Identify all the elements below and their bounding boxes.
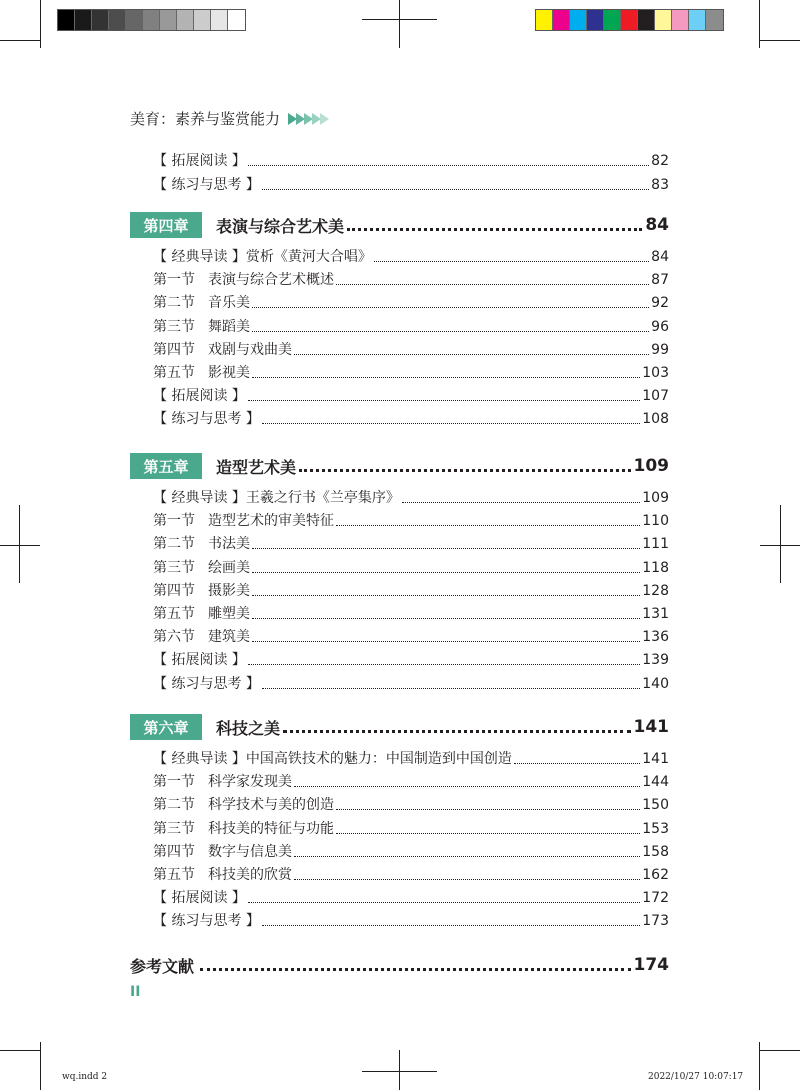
- slug-timestamp: 2022/10/27 10:07:17: [648, 1072, 744, 1082]
- toc-page-number: 118: [642, 559, 669, 576]
- toc-entry-label: 【 经典导读 】王羲之行书《兰亭集序》: [153, 490, 400, 506]
- toc-entry-label: 绘画美: [208, 559, 250, 576]
- dot-leader: [252, 618, 640, 619]
- toc-entry-title: [153, 364, 250, 382]
- toc-entry[interactable]: [153, 148, 669, 170]
- crop-mark: [362, 1071, 437, 1072]
- references-title: 参考文献: [130, 956, 195, 976]
- toc-entry[interactable]: [153, 908, 669, 930]
- dot-leader: [252, 307, 649, 308]
- arrow-icon: [288, 113, 328, 125]
- dot-leader: [252, 331, 649, 332]
- crop-mark: [40, 0, 41, 48]
- toc-entry[interactable]: [153, 508, 669, 530]
- color-swatch: [621, 10, 638, 30]
- toc-entry[interactable]: [153, 816, 669, 838]
- page-folio: II: [130, 984, 141, 1000]
- dot-leader: [514, 763, 640, 764]
- toc-entry-label: 戏剧与戏曲美: [208, 341, 292, 358]
- toc-entry-title: [153, 582, 250, 600]
- toc-entry[interactable]: [153, 555, 669, 577]
- toc-entry-title: [153, 773, 292, 791]
- dot-leader: [262, 688, 640, 689]
- dot-leader: [248, 902, 640, 903]
- dot-leader: [252, 641, 640, 642]
- toc-entry-label: 【 练习与思考 】: [153, 913, 260, 930]
- toc-page-number: 136: [642, 629, 669, 646]
- toc-entry-label: 舞蹈美: [208, 318, 250, 335]
- toc-entry[interactable]: [153, 839, 669, 861]
- color-swatch: [672, 10, 689, 30]
- toc-page-number: 108: [642, 411, 669, 428]
- toc-entry[interactable]: [153, 792, 669, 814]
- color-swatch: [109, 10, 126, 30]
- toc-page-number: 150: [642, 797, 669, 814]
- dot-leader: [336, 525, 640, 526]
- toc-section-number: 第四节: [153, 341, 195, 358]
- toc-entry-title: [153, 410, 260, 428]
- toc-entry[interactable]: [153, 671, 669, 693]
- chapter-heading[interactable]: [130, 714, 669, 740]
- toc-page-number: 131: [642, 606, 669, 622]
- toc-entry-label: 【 练习与思考 】: [153, 176, 260, 193]
- color-bar: [535, 9, 724, 31]
- references-page: 174: [633, 955, 669, 975]
- color-swatch: [58, 10, 75, 30]
- toc-entry-label: 建筑美: [208, 629, 250, 646]
- chapter-badge: 第五章: [130, 453, 202, 479]
- chapter-page-number: 109: [633, 456, 669, 476]
- crop-mark: [780, 505, 781, 583]
- toc-section-number: 第四节: [153, 582, 195, 599]
- toc-entry-label: 表演与综合艺术概述: [208, 272, 334, 289]
- toc-entry-title: [153, 796, 334, 814]
- toc-entry-label: 【 拓展阅读 】: [153, 388, 246, 405]
- toc-page-number: 92: [651, 295, 669, 312]
- crop-mark: [399, 0, 400, 48]
- crop-mark: [0, 545, 40, 546]
- toc-section-number: 第五节: [153, 606, 195, 622]
- color-swatch: [553, 10, 570, 30]
- toc-entry-title: [153, 843, 292, 861]
- toc-page-number: 172: [642, 890, 669, 907]
- toc-entry[interactable]: [153, 337, 669, 359]
- toc-entry-title: [153, 341, 292, 359]
- toc-entry-title: [153, 605, 250, 623]
- toc-section-number: 第二节: [153, 295, 195, 312]
- dot-leader: [294, 879, 640, 880]
- color-swatch: [638, 10, 655, 30]
- toc-entry[interactable]: [153, 406, 669, 428]
- toc-entry-label: 影视美: [208, 365, 250, 381]
- toc-entry-label: 【 练习与思考 】: [153, 411, 260, 428]
- crop-mark: [760, 545, 800, 546]
- toc-entry-label: 科技美的欣赏: [208, 867, 292, 883]
- toc-page-number: 140: [642, 675, 669, 692]
- color-swatch: [228, 10, 245, 30]
- dot-leader: [262, 925, 640, 926]
- toc-entry[interactable]: [153, 601, 669, 623]
- toc-page-number: 103: [642, 365, 669, 381]
- toc-entry-title: [153, 866, 292, 884]
- dot-leader: [252, 377, 640, 378]
- toc-entry[interactable]: [153, 531, 669, 553]
- slug-file: wq.indd 2: [62, 1072, 108, 1082]
- dot-leader: [299, 469, 630, 472]
- dot-leader: [294, 354, 649, 355]
- dot-leader: [402, 502, 640, 503]
- dot-leader: [336, 809, 640, 810]
- toc-page-number: 107: [642, 388, 669, 405]
- toc-entry[interactable]: [153, 290, 669, 312]
- crop-mark: [399, 1050, 400, 1090]
- dot-leader: [336, 284, 649, 285]
- toc-entry-label: 书法美: [208, 536, 250, 553]
- toc-entry[interactable]: [153, 862, 669, 884]
- toc-entry-title: [153, 318, 250, 336]
- dot-leader: [248, 400, 640, 401]
- dot-leader: [294, 786, 640, 787]
- toc-section-number: 第五节: [153, 365, 195, 381]
- toc-page-number: 139: [642, 652, 669, 669]
- dot-leader: [200, 968, 630, 971]
- toc-entry-title: [153, 271, 334, 289]
- color-swatch: [75, 10, 92, 30]
- color-swatch: [587, 10, 604, 30]
- toc-page-number: 162: [642, 867, 669, 883]
- toc-page-number: 83: [651, 176, 669, 193]
- toc-entry-label: 摄影美: [208, 582, 250, 599]
- chapter-heading[interactable]: [130, 453, 669, 479]
- chapter-title: 科技之美: [216, 718, 281, 738]
- toc-entry-title: [153, 512, 334, 530]
- running-head-text: 美育：素养与鉴赏能力: [130, 110, 281, 128]
- toc-entry[interactable]: [153, 267, 669, 289]
- toc-entry[interactable]: [153, 172, 669, 194]
- toc-page-number: 109: [642, 490, 669, 506]
- crop-mark: [19, 505, 20, 583]
- toc-page-number: 141: [642, 751, 669, 767]
- toc-page-number: 82: [651, 153, 669, 169]
- toc-entry[interactable]: [153, 360, 669, 382]
- toc-entry[interactable]: [153, 746, 669, 768]
- toc-entry-title: [153, 176, 260, 194]
- crop-mark: [0, 40, 40, 41]
- color-swatch: [706, 10, 723, 30]
- toc-entry-title: [153, 294, 250, 312]
- toc-page-number: 96: [651, 318, 669, 335]
- toc-entry-title: [153, 820, 334, 838]
- grayscale-bar: [57, 9, 246, 31]
- toc-page-number: 173: [642, 913, 669, 930]
- toc-section-number: 第三节: [153, 318, 195, 335]
- crop-mark: [759, 1050, 800, 1051]
- toc-entry-label: 音乐美: [208, 295, 250, 312]
- toc-entry[interactable]: [153, 578, 669, 600]
- crop-mark: [40, 1042, 41, 1090]
- crop-mark: [362, 19, 437, 20]
- toc-entry[interactable]: [153, 485, 669, 507]
- color-swatch: [177, 10, 194, 30]
- dot-leader: [294, 856, 640, 857]
- toc-entry-title: [153, 387, 246, 405]
- chapter-title: 造型艺术美: [216, 457, 297, 477]
- toc-entry-label: 科学家发现美: [208, 774, 292, 791]
- toc-page-number: 99: [651, 341, 669, 358]
- dot-leader: [252, 572, 640, 573]
- chapter-title: 表演与综合艺术美: [216, 216, 345, 236]
- toc-page-number: 128: [642, 582, 669, 599]
- color-swatch: [160, 10, 177, 30]
- toc-entry-label: 数字与信息美: [208, 843, 292, 860]
- chapter-badge: 第六章: [130, 714, 202, 740]
- toc-entry-label: 【 练习与思考 】: [153, 675, 260, 692]
- toc-section-number: 第一节: [153, 272, 195, 289]
- toc-page-number: 111: [642, 536, 669, 553]
- chapter-page-number: 84: [645, 215, 669, 235]
- toc-page-number: 153: [642, 820, 669, 837]
- toc-entry[interactable]: [153, 244, 669, 266]
- color-swatch: [211, 10, 228, 30]
- toc-section-number: 第一节: [153, 774, 195, 791]
- crop-mark: [0, 1050, 40, 1051]
- toc-entry-title: [153, 248, 372, 266]
- toc-entry-label: 造型艺术的审美特征: [208, 513, 334, 530]
- toc-entry[interactable]: [153, 769, 669, 791]
- toc-page-number: 110: [642, 513, 669, 530]
- toc-entry-label: 科技美的特征与功能: [208, 820, 334, 837]
- toc-entry-title: [153, 489, 400, 507]
- toc-entry-title: [153, 675, 260, 693]
- toc-section-number: 第五节: [153, 867, 195, 883]
- color-swatch: [92, 10, 109, 30]
- toc-page-number: 84: [651, 249, 669, 265]
- toc-entry-title: [153, 889, 246, 907]
- toc-entry-label: 雕塑美: [208, 606, 250, 622]
- toc-entry-label: 【 拓展阅读 】: [153, 153, 246, 169]
- toc-section-number: 第六节: [153, 629, 195, 646]
- toc-entry-title: [153, 535, 250, 553]
- dot-leader: [248, 165, 649, 166]
- toc-section-number: 第三节: [153, 820, 195, 837]
- toc-page-number: 144: [642, 774, 669, 791]
- color-swatch: [604, 10, 621, 30]
- toc-section-number: 第一节: [153, 513, 195, 530]
- references-entry[interactable]: [130, 953, 669, 977]
- toc-section-number: 第四节: [153, 843, 195, 860]
- chapter-heading[interactable]: [130, 212, 669, 238]
- dot-leader: [252, 548, 640, 549]
- color-swatch: [143, 10, 160, 30]
- toc-entry-title: [153, 628, 250, 646]
- dot-leader: [347, 228, 642, 231]
- toc-page-number: 158: [642, 843, 669, 860]
- toc-section-number: 第三节: [153, 559, 195, 576]
- toc-entry-label: 【 拓展阅读 】: [153, 890, 246, 907]
- toc-entry[interactable]: [153, 885, 669, 907]
- chapter-badge: 第四章: [130, 212, 202, 238]
- toc-entry-title: [153, 152, 246, 170]
- color-swatch: [570, 10, 587, 30]
- running-head: [130, 108, 328, 129]
- toc-entry[interactable]: [153, 647, 669, 669]
- dot-leader: [283, 730, 630, 733]
- dot-leader: [374, 261, 649, 262]
- dot-leader: [262, 189, 649, 190]
- dot-leader: [262, 423, 640, 424]
- color-swatch: [126, 10, 143, 30]
- toc-entry-label: 【 经典导读 】中国高铁技术的魅力：中国制造到中国创造: [153, 751, 512, 767]
- toc-page-number: 87: [651, 272, 669, 289]
- color-swatch: [194, 10, 211, 30]
- chapter-page-number: 141: [633, 717, 669, 737]
- color-swatch: [536, 10, 553, 30]
- toc-entry[interactable]: [153, 624, 669, 646]
- color-swatch: [655, 10, 672, 30]
- toc-entry[interactable]: [153, 314, 669, 336]
- dot-leader: [336, 833, 640, 834]
- toc-entry[interactable]: [153, 383, 669, 405]
- toc-section-number: 第二节: [153, 536, 195, 553]
- toc-entry-title: [153, 912, 260, 930]
- dot-leader: [252, 595, 640, 596]
- toc-entry-title: [153, 651, 246, 669]
- color-swatch: [689, 10, 706, 30]
- toc-entry-label: 【 拓展阅读 】: [153, 652, 246, 669]
- toc-entry-title: [153, 559, 250, 577]
- toc-entry-label: 科学技术与美的创造: [208, 797, 334, 814]
- toc-entry-title: [153, 750, 512, 768]
- toc-section-number: 第二节: [153, 797, 195, 814]
- toc-entry-label: 【 经典导读 】赏析《黄河大合唱》: [153, 249, 372, 265]
- crop-mark: [759, 40, 800, 41]
- dot-leader: [248, 664, 640, 665]
